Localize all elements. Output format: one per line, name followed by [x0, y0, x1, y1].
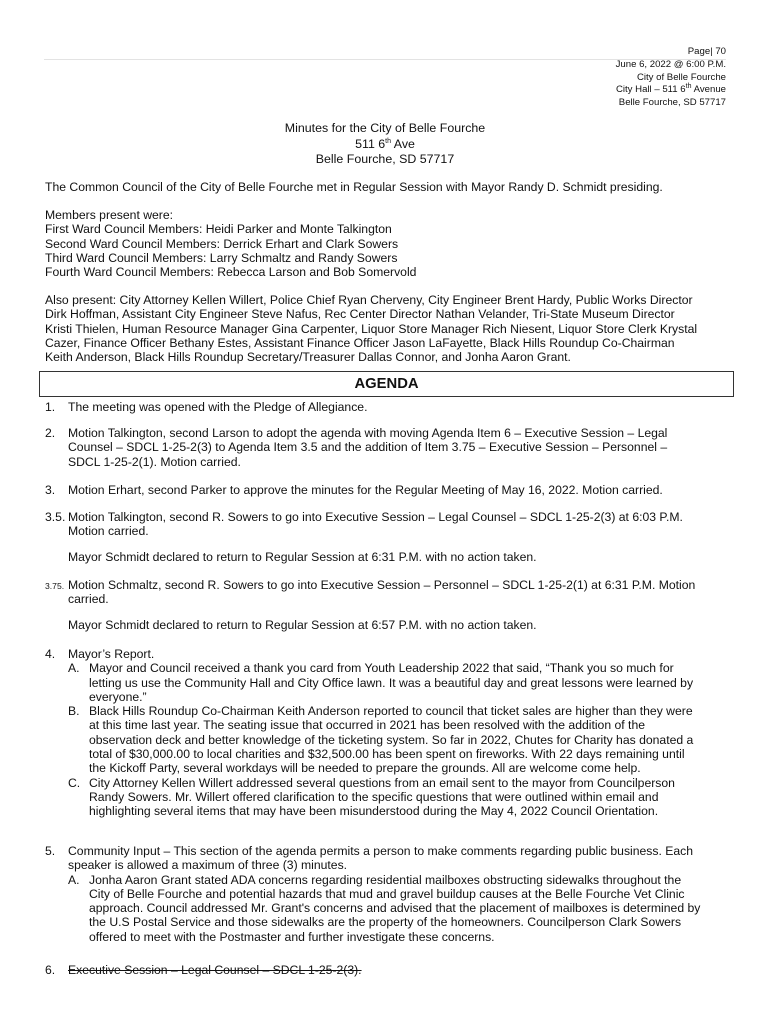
- also-present-line: Kristi Thielen, Human Resource Manager Gina Carpenter, Liquor Store Manager Rich Niesent, Liquor Store Clerk Krystal: [45, 321, 698, 336]
- item-text: carried.: [68, 592, 109, 607]
- sub-item-a: [68, 661, 735, 704]
- title-line: Minutes for the City of Belle Fourche: [284, 121, 486, 135]
- also-present-line: Cazer, Finance Officer Bethany Estes, Assistant Finance Officer Jason LaFayette, Black Hills Roundup Co-Chairman: [45, 335, 675, 350]
- sub-item-text: total of $30,000.00 to local charities and $32,500.00 has been spent on fireworks. With 22 days remaining until: [89, 747, 685, 762]
- agenda-item-6: [45, 963, 735, 977]
- item-text: Motion Schmaltz, second R. Sowers to go into Executive Session – Personnel – SDCL 1-25-2(1) at 6:31 P.M. Motion: [68, 578, 696, 592]
- item-number: 3.75.: [45, 581, 65, 591]
- agenda-item-1: [45, 400, 735, 414]
- item-text: SDCL 1-25-2(1). Motion carried.: [68, 454, 241, 469]
- also-present: [45, 293, 735, 364]
- item-followup: Mayor Schmidt declared to return to Regular Session at 6:31 P.M. with no action taken.: [68, 549, 537, 564]
- agenda-item-5: [45, 844, 735, 944]
- sub-item-text: the Kickoff Party, several workdays will be needed to prepare the grounds. All are welcome come help.: [89, 761, 641, 776]
- sub-item-text: observation deck and better knowledge of the ticketing system. So far in 2022, Chutes for Charity has donated a: [89, 732, 694, 747]
- item-number: 2.: [45, 426, 56, 440]
- agenda-heading: AGENDA: [39, 371, 734, 397]
- item-text: Motion Erhart, second Parker to approve the minutes for the Regular Meeting of May 16, 2022. Motion carried.: [68, 483, 663, 497]
- sub-item-text: the U.S Postal Service and those sidewalks are the property of the homeowners. Councilperson Clark Sowers: [89, 915, 682, 930]
- title-address: 511 6th Ave: [355, 136, 415, 151]
- also-present-line: Keith Anderson, Black Hills Roundup Secretary/Treasurer Dallas Connor, and Jonha Aaron Grant.: [45, 350, 571, 365]
- header-divider: [44, 59, 726, 60]
- item-text: Community Input – This section of the agenda permits a person to make comments regarding public business. Each: [68, 844, 694, 858]
- item-text: speaker is allowed a maximum of three (3) minutes.: [68, 858, 348, 873]
- sub-item-text: Black Hills Roundup Co-Chairman Keith Anderson reported to council that ticket sales are higher than they were: [89, 704, 693, 719]
- sub-item-text: City Attorney Kellen Willert addressed several questions from an email sent to the mayor from Councilperson: [89, 775, 675, 790]
- agenda-item-3: [45, 483, 735, 497]
- agenda-item-2: [45, 426, 735, 469]
- sub-item-text: approach. Council addressed Mr. Grant's concerns and advised that the placement of mailboxes is determined by: [89, 901, 701, 916]
- sub-item-text: Mayor and Council received a thank you card from Youth Leadership 2022 that said, “Thank you so much for: [89, 661, 674, 676]
- sub-item-letter: A.: [68, 661, 80, 676]
- item-number: 5.: [45, 844, 56, 858]
- members-line: Second Ward Council Members: Derrick Erhart and Clark Sowers: [45, 236, 399, 251]
- intro-paragraph: The Common Council of the City of Belle Fourche met in Regular Session with Mayor Randy D. Schmidt presiding.: [45, 180, 663, 194]
- also-present-line: Also present: City Attorney Kellen Willert, Police Chief Ryan Cherveny, City Engineer Brent Hardy, Public Works Director: [45, 293, 693, 307]
- sub-item-c: [68, 776, 735, 819]
- item-text: Mayor’s Report.: [68, 647, 155, 661]
- item-number: 3.: [45, 483, 56, 497]
- item-number: 1.: [45, 400, 56, 414]
- sub-item-text: everyone.”: [89, 689, 147, 704]
- title-city: Belle Fourche, SD 57717: [315, 152, 455, 166]
- item-text: The meeting was opened with the Pledge of Allegiance.: [68, 400, 368, 414]
- sub-item-text: offered to meet with the Postmaster and further investigate these concerns.: [89, 929, 495, 944]
- sub-item-a: [68, 873, 735, 944]
- item-text: Executive Session – Legal Counsel – SDCL 1-25-2(3).: [68, 963, 362, 977]
- also-present-line: Dirk Hoffman, Assistant City Engineer Steve Nafus, Rec Center Director Nathan Velander, Tri-State Museum Director: [45, 307, 675, 322]
- item-text: Motion Talkington, second Larson to adopt the agenda with moving Agenda Item 6 – Executive Session – Legal: [68, 426, 668, 440]
- meeting-date: June 6, 2022 @ 6:00 P.M.: [615, 58, 726, 70]
- sub-item-text: at this time last year. The seating issue that occurred in 2021 has been resolved with the addition of the: [89, 718, 645, 733]
- header-city: Belle Fourche, SD 57717: [618, 97, 726, 109]
- sub-item-text: Randy Sowers. Mr. Willert offered clarification to the specific questions that were outlined within email and: [89, 789, 659, 804]
- item-followup: Mayor Schmidt declared to return to Regular Session at 6:57 P.M. with no action taken.: [68, 617, 537, 632]
- sub-item-letter: A.: [68, 872, 80, 887]
- sub-item-text: City of Belle Fourche and potential hazards that mud and gravel buildup causes at the Belle Fourche Vet Clinic: [89, 886, 685, 901]
- page-number: Page| 70: [687, 46, 726, 57]
- item-number: 4.: [45, 647, 56, 661]
- members-heading: Members present were:: [45, 208, 174, 222]
- page-header: [616, 46, 726, 110]
- sub-item-text: letting us use the Community Hall and City Office lawn. It was a beautiful day and great lessons were learned by: [89, 675, 694, 690]
- members-line: Fourth Ward Council Members: Rebecca Larson and Bob Somervold: [45, 265, 417, 280]
- sub-item-text: Jonha Aaron Grant stated ADA concerns regarding residential mailboxes obstructing sidewalks throughout the: [89, 872, 682, 887]
- document-title: [0, 121, 770, 168]
- members-present: [45, 208, 735, 279]
- item-text: Motion carried.: [68, 524, 149, 539]
- sub-item-letter: B.: [68, 704, 80, 719]
- item-number: 3.5.: [45, 510, 66, 524]
- agenda-item-3-5: [45, 510, 735, 564]
- sub-item-letter: C.: [68, 775, 81, 790]
- members-line: Third Ward Council Members: Larry Schmaltz and Randy Sowers: [45, 250, 398, 265]
- agenda-item-3-75: [45, 578, 735, 632]
- agenda-item-4: [45, 647, 735, 819]
- sub-item-b: [68, 704, 735, 775]
- item-number: 6.: [45, 963, 56, 977]
- item-text: Motion Talkington, second R. Sowers to go into Executive Session – Legal Counsel – SDCL 1-25-2(3) at 6:03 P.M.: [68, 510, 683, 524]
- sub-item-text: highlighting several items that may have been misunderstood during the May 4, 2022 Council Orientation.: [89, 804, 659, 819]
- members-line: First Ward Council Members: Heidi Parker and Monte Talkington: [45, 222, 392, 237]
- header-address: City Hall – 511 6th Avenue: [615, 83, 726, 96]
- item-text: Counsel – SDCL 1-25-2(3) to Agenda Item 3.5 and the addition of Item 3.75 – Executive Session – Personnel –: [68, 440, 668, 455]
- header-org: City of Belle Fourche: [636, 71, 726, 83]
